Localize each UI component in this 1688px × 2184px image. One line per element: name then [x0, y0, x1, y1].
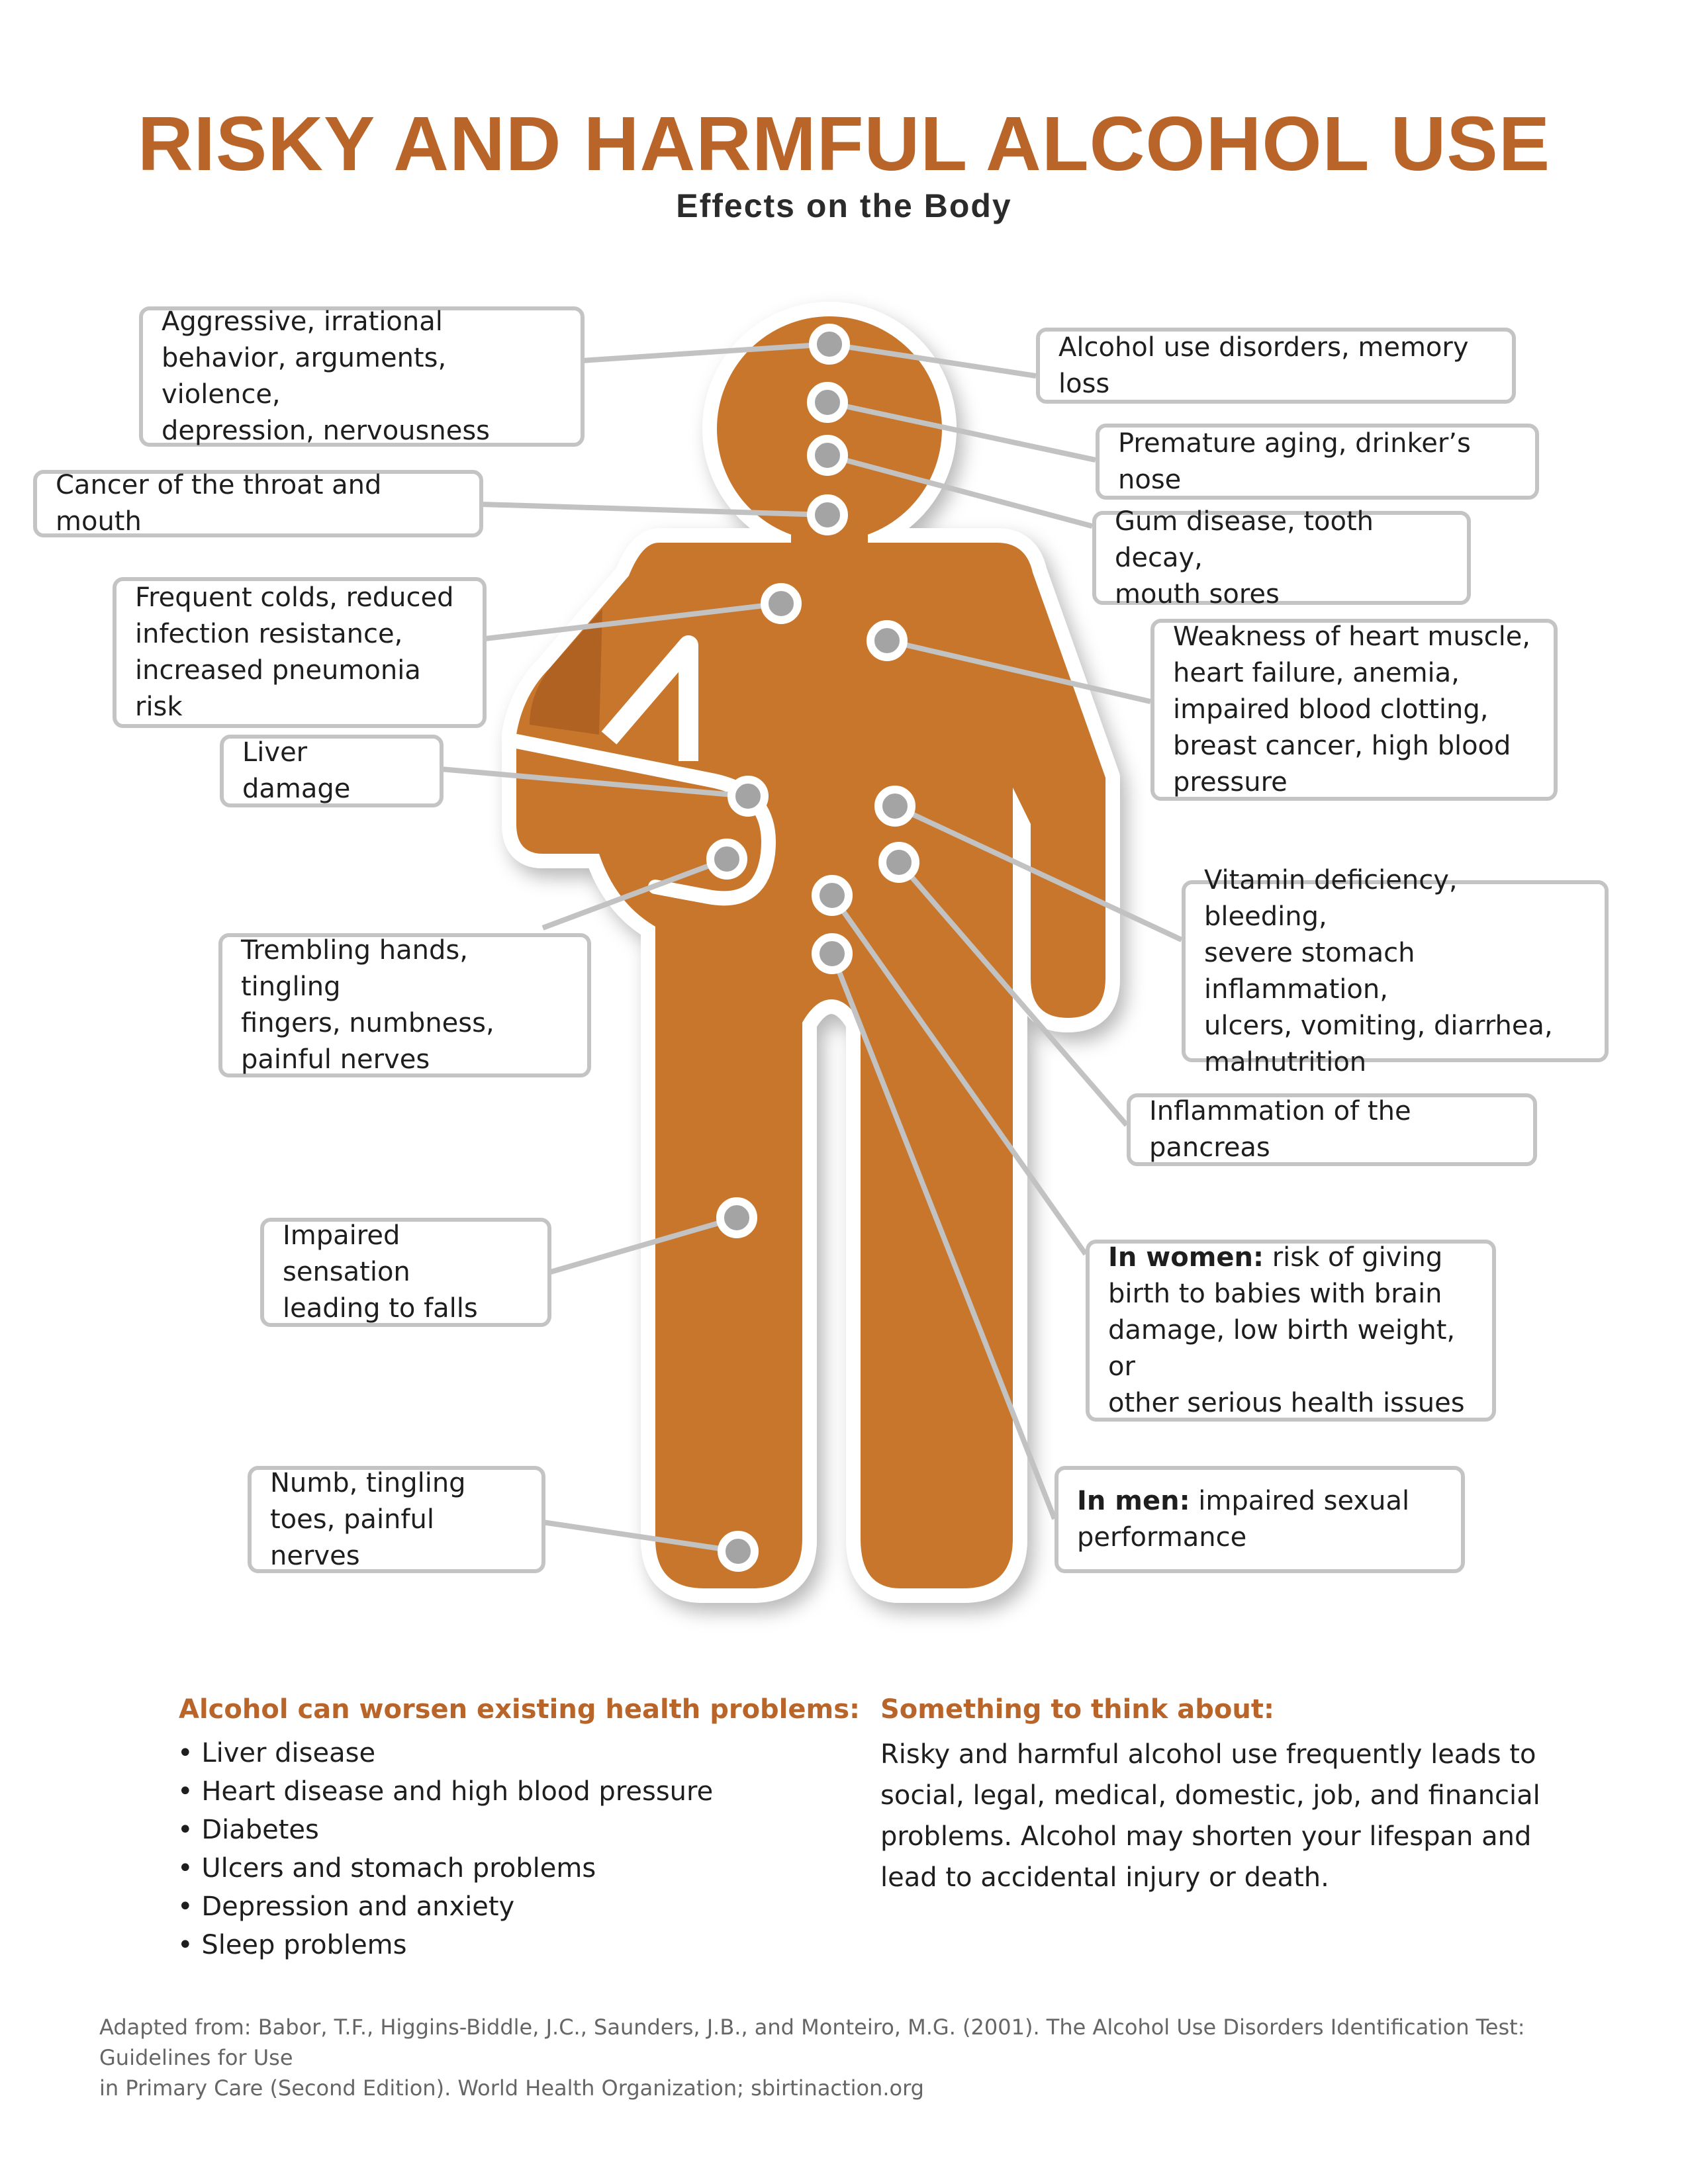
callout-hands: Trembling hands, tingling fingers, numbness, painful nerves — [218, 933, 591, 1077]
callout-pancreas: Inflammation of the pancreas — [1127, 1093, 1537, 1166]
list-item: • Sleep problems — [177, 1926, 713, 1964]
callout-liver: Liver damage — [220, 735, 444, 807]
list-item: • Depression and anxiety — [177, 1888, 713, 1926]
list-item: • Heart disease and high blood pressure — [177, 1772, 713, 1811]
callout-throat-cancer: Cancer of the throat and mouth — [33, 470, 483, 537]
source-citation: Adapted from: Babor, T.F., Higgins-Biddle, J.C., Saunders, J.B., and Monteiro, M.G. (2001). The Alcohol Use Disorders Identification Test: Guidelines for Use in Primary Care (Second Edition). World Health Organization; sbirtinaction.org — [99, 2015, 1525, 2101]
page-title: RISKY AND HARMFUL ALCOHOL USE — [137, 101, 1551, 187]
callout-women: In women: risk of giving birth to babies with brain damage, low birth weight, or other serious health issues — [1086, 1240, 1496, 1422]
callout-sensation: Impaired sensation leading to falls — [260, 1218, 551, 1327]
list-item: • Ulcers and stomach problems — [177, 1849, 713, 1888]
callout-infection: Frequent colds, reduced infection resistance, increased pneumonia risk — [113, 577, 487, 728]
think-about-text: Risky and harmful alcohol use frequently leads to social, legal, medical, domestic, job, and financial problems. Alcohol may shorten your lifespan and lead to accidental injury or death. — [880, 1739, 1540, 1893]
existing-problems-list — [177, 1734, 713, 1964]
callout-men: In men: impaired sexual performance — [1055, 1466, 1465, 1573]
existing-problems-heading: Alcohol can worsen existing health problems: — [179, 1694, 861, 1725]
callout-heart: Weakness of heart muscle, heart failure, anemia, impaired blood clotting, breast cancer, high blood pressure — [1150, 619, 1558, 801]
callout-memory: Alcohol use disorders, memory loss — [1036, 328, 1516, 404]
list-item: • Diabetes — [177, 1811, 713, 1849]
think-about-heading: Something to think about: — [880, 1694, 1274, 1725]
callout-aging: Premature aging, drinker’s nose — [1096, 424, 1539, 500]
callout-behavior: Aggressive, irrational behavior, arguments, violence, depression, nervousness — [139, 306, 585, 447]
list-item: • Liver disease — [177, 1734, 713, 1772]
callout-stomach: Vitamin deficiency, bleeding, severe stomach inflammation, ulcers, vomiting, diarrhea, malnutrition — [1182, 880, 1609, 1062]
callout-toes: Numb, tingling toes, painful nerves — [248, 1466, 545, 1573]
callout-gum: Gum disease, tooth decay, mouth sores — [1092, 511, 1471, 605]
page-subtitle: Effects on the Body — [676, 187, 1012, 224]
